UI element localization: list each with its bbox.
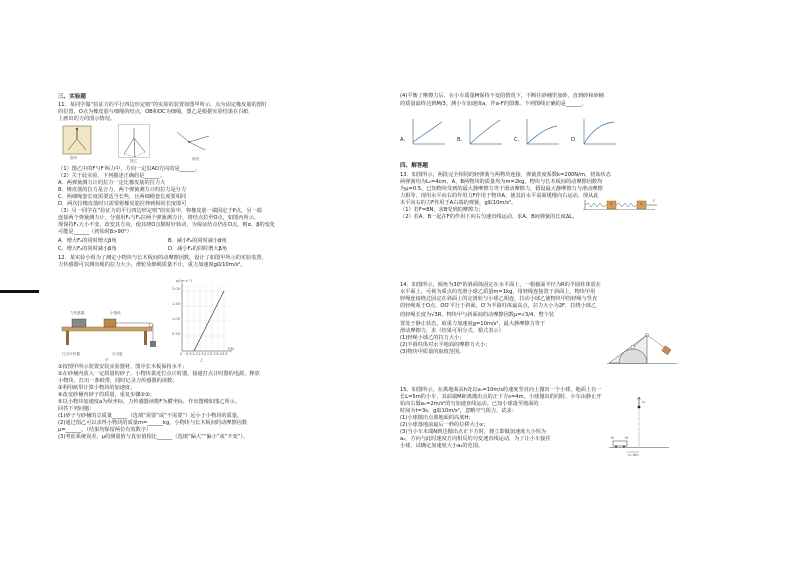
graph-y-tick: 1.50	[172, 302, 181, 306]
q13-line: 13．如图所示，两段完全相同的轻弹簧与两物块连接，弹簧劲度系数k=200N/m，初始状态	[400, 172, 611, 178]
q15-label-s: s=4m	[628, 453, 639, 457]
q11-sub: 现保持F₁大小不变，改变其方向，使其绕O点顺时针转动，为保证结点仍在O点，则α、β的变化	[58, 222, 276, 228]
q15-cart-figure	[609, 395, 669, 455]
q15-line: 长L=5m的小车，其前端M距离抛出点的正下方s=4m，小球抛出的同时，小车由静止开	[400, 394, 602, 400]
q12-4-line: (4)平衡了摩擦力后，在小车质量M保持不变的情况下，不断往砂桶里加砂，直到砂和砂桶	[400, 93, 604, 99]
q11-force-diagram	[118, 124, 150, 158]
q13-line: 为μ=0.5，已知物块受到的最大静摩擦力等于滑动摩擦力，假设最大静摩擦力与滑动摩擦	[400, 186, 603, 192]
q15-label-n: N	[611, 436, 614, 440]
graph-option-label: A.	[400, 137, 406, 143]
q12-line: 12．某实验小组为了测定小物块与长木板间的动摩擦因数，设计了如图甲所示的实验装置，	[58, 255, 267, 261]
q12-step: (1)砂子与砂桶的总质量______（选填“需要”或“不需要”）远小于小物块的质量。	[58, 413, 243, 419]
q11-sub: 可能是______（初始时β>90°）	[58, 229, 132, 235]
graph-x-tick: 0.5	[186, 352, 192, 356]
q13-line: 力相等，现用水平向右的作用力F作用于物块A，使其沿水平桌面缓慢向右运动，现从此	[400, 193, 599, 199]
q11-sub: （3）另一同学在“验证力的平行四边形定则”的实验中，将橡皮筋一端固定于P点，另一端	[58, 208, 262, 214]
q12-step: ⑤以小物块加速度a为纵坐标，力传感器读数F为横坐标，作出图像如图乙所示。	[58, 399, 241, 405]
graph-x-tick: 1.0	[192, 352, 198, 356]
q12-step: ③利用纸带计算小物块的加速度；	[58, 385, 136, 391]
q12-step: ①按图甲所示装置安装实验器材，图中长木板保持水平；	[58, 364, 188, 370]
q15-label-v0: v₀	[642, 400, 646, 404]
graph-option-label: B.	[457, 137, 463, 143]
q15-line: 始向右做a₁=2m/s²的匀加速直线运动。已知小球落至地面的	[400, 401, 539, 407]
option-a-graph	[410, 118, 446, 146]
device-label-timer: 打点计时器	[62, 352, 80, 356]
q15-line: 15．如图所示，在离地面高h处以v₀=10m/s的速度竖直向上抛出一个小球，地面上有一	[400, 387, 602, 393]
q14-line: 轻绳连接绕过固定在斜面上的定滑轮与小球乙相连，拉动小球乙使物块甲的轻绳与竖直	[400, 296, 598, 302]
q14-line: 水平面上，可视为质点的光滑小球乙质量m=1kg，用轻绳连接置于斜面上，物块甲用	[400, 289, 596, 295]
q11-answer-option: D．减小F₂的同时增大β角	[168, 246, 228, 252]
q15-label-m: M	[625, 436, 629, 440]
q11-rotation-diagram	[175, 128, 215, 156]
q11-line: 上画出的力的图示情况。	[58, 116, 116, 122]
q11-sub: 连接两个弹簧测力计，分别用F₁与F₂拉两个弹簧测力计，将结点拉至O点，如图丙所示，	[58, 215, 259, 221]
q12-step: 小物块，打出一条纸带，同时记录力传感器的读数；	[58, 378, 178, 384]
q15-line: (3)当小车末端N到达抛出点正下方时，便立即做加速度大小恒为	[400, 429, 547, 435]
q11-figure-board	[62, 125, 92, 155]
q11-option: D．两次拉橡皮筋时只需要将橡皮筋拉伸到相同长度即可	[58, 201, 187, 207]
q15-line: 时间为t=3s，g取10m/s²，忽略空气阻力，试求：	[400, 408, 517, 414]
graph-y-tick: 1.00	[172, 317, 181, 321]
q14-line: (1)轻绳小球乙的拉力大小；	[400, 335, 465, 341]
q14-line: 14．如图所示，倾角为30°的斜面体固定在水平面上，一根截面半径为R的半圆柱体放在	[400, 282, 601, 288]
graph-option-label: D.	[571, 137, 577, 143]
q11-option: C．两细绳套长度需要适当长些，且两细绳套长度要相同	[58, 194, 187, 200]
graph-x-tick: 2.5	[210, 352, 216, 356]
q14-incline-figure	[607, 325, 677, 365]
q14-line: 的轻绳长度为√3R，物块甲与斜面间的动摩擦因数μ=√3/4，整个装	[400, 312, 555, 318]
device-label-table: 长木板	[112, 352, 123, 356]
option-c-graph	[524, 118, 560, 146]
q13-line: 木平向右的力F作用于A右端的弹簧，g取10m/s²。	[400, 200, 517, 206]
q11-option: A．两弹簧测力计的拉力一定比橡皮筋的拉力大	[58, 180, 166, 186]
q12-line: 力传感器可以测出绳的拉力大小，滑轮及细绳质量不计，重力加速度g取10m/s²。	[58, 262, 246, 268]
graph-option-label: C.	[514, 137, 520, 143]
q14-line: 滑动摩擦力，求（结果可用分式、根式表示）	[400, 328, 504, 334]
q12-step: 回答下列问题：	[58, 406, 95, 412]
q15-line: 小球，试确定加速度大小a₂的范围。	[400, 443, 484, 449]
q13-label-f: F	[653, 199, 656, 203]
q13-line: 两弹簧均为L₀=4cm，A、B两物块的质量均为m=2kg，物块与长木板间的动摩擦因数均	[400, 179, 603, 185]
section-experiment: 三、实验题	[58, 94, 86, 100]
q14-line: (2)半圆柱体对水平地面的摩擦力大小；	[400, 342, 491, 348]
q12-step: (2)通过图乙可以求得小物块的质量m=______kg，小物块与长木板间的动摩擦因数	[58, 420, 248, 426]
q12-4-line: 的质量最终达到M/3。测小车加速度a，作a-F的图像。下列图线正确的是______。	[400, 101, 587, 107]
graph-y-unit: a/(m·s⁻²)	[176, 279, 193, 283]
q12-step: μ=______。（结果均保留两位有效数字）	[58, 427, 152, 433]
figure-caption: 图丙	[192, 157, 200, 161]
graph-x-tick: 0	[180, 352, 183, 356]
q14-line: (3)物块甲质量的取值范围。	[400, 349, 465, 355]
right-column	[397, 0, 794, 562]
q11-answer-option: A．增大F₂的同时增大β角	[58, 238, 117, 244]
figure-caption: 图甲	[70, 156, 78, 160]
figure-caption: 图乙	[130, 159, 138, 163]
q15-line: (1)小球抛出点离地面的高度H；	[400, 415, 474, 421]
q12-step: ④改变砂桶内砂子的质量，重复步骤②③；	[58, 392, 155, 398]
q14-line: 的轻绳系于O点，OO′平行于斜面，O′为半圆柱体最高点，拉力大小为2F，拉绕小球乙	[400, 303, 597, 309]
graph-y-tick: 2.00	[172, 287, 181, 291]
q13-spring-figure	[583, 198, 659, 212]
graph-x-tick: 1.5	[198, 352, 204, 356]
graph-x-tick: 3.5	[222, 352, 228, 356]
q14-line: 置处于静止状态。取重力加速度g=10m/s²，最大静摩擦力等于	[400, 321, 546, 327]
q11-sub: （2）关于此实验，下列描述正确的是______。	[58, 173, 166, 179]
q13-line: （2）若A、B一起在F的作用下向右匀速直线运动，求A、B间弹簧的长度ΔL。	[400, 214, 578, 220]
q12-step: ②在砂桶内放入一定质量的砂子，小物块靠近打点计时器，接通打点计时器的电源，释放	[58, 371, 260, 377]
option-d-graph	[581, 118, 617, 146]
graph-x-tick: 3.0	[216, 352, 222, 356]
q12-acceleration-graph	[172, 283, 234, 361]
q11-sub: （1）图乙中的F与F′两力中，方向一定沿AO方向的是______。	[58, 166, 201, 172]
q12-step: (3)考虑系统误差，μ的测量值与真实值相比______（选填“偏大”“偏小”或“不变”）。	[58, 434, 249, 440]
q11-option: B．橡皮筋的拉力是合力，两个弹簧测力计的拉力是分力	[58, 187, 187, 193]
graph-x-tick: 2.0	[204, 352, 210, 356]
figure-caption: 乙	[200, 358, 204, 362]
graph-x-unit: F/N	[228, 347, 234, 351]
q13-label-b: B	[610, 202, 613, 206]
graph-y-tick: 0.50	[172, 332, 181, 336]
device-label-sensor: 力传感器	[70, 311, 85, 315]
figure-caption: 甲	[105, 358, 109, 362]
q15-line: (2)小球落地前最后一秒的位移大小x；	[400, 422, 489, 428]
option-b-graph	[467, 118, 503, 146]
section-answer: 四、解答题	[400, 163, 428, 169]
device-label-block: 小物块	[110, 311, 121, 315]
q11-line: 11．某同学做“验证力的平行四边形定则”的实验的装置如图甲所示，点为固定橡皮筋的图钉	[58, 102, 268, 108]
q11-line: 的位置，O点为橡皮筋与细绳的结点，OB和OC为细绳。图乙是根据实验结果在白纸	[58, 109, 249, 115]
q13-label-a: A	[640, 202, 643, 206]
q15-line: a₂，方向与此时速度方向相反的匀变速直线运动，为了让小车接住	[400, 436, 551, 442]
q11-answer-option: C．增大F₂的同时减小β角	[58, 246, 117, 252]
q13-line: （1）若F=8N，求B受到的摩擦力；	[400, 207, 484, 213]
q11-answer-option: B．减小F₂的同时减小β角	[168, 238, 227, 244]
